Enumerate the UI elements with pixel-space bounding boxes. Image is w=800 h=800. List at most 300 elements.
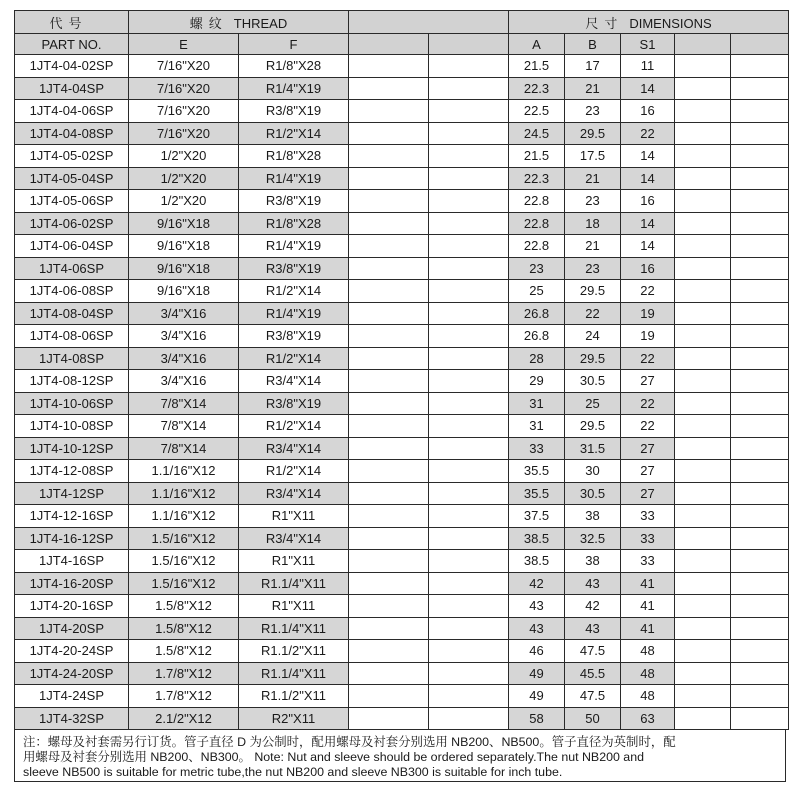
col-f-header: F [239,34,349,55]
dim-s1-cell: 33 [621,505,675,528]
blank-cell [349,392,429,415]
blank-cell [675,347,731,370]
blank-cell [429,572,509,595]
dim-s1-cell: 14 [621,167,675,190]
dim-a-cell: 21.5 [509,145,565,168]
blank-cell [675,527,731,550]
thread-f-cell: R1.1/4"X11 [239,617,349,640]
blank-cell [349,55,429,78]
dim-a-cell: 43 [509,595,565,618]
dimensions-header [509,11,789,34]
part-no-cell: 1JT4-04SP [15,77,129,100]
blank-cell [349,167,429,190]
table-row [15,550,789,573]
table-row [15,617,789,640]
blank-cell [731,505,789,528]
blank-cell [429,392,509,415]
blank-cell [675,707,731,730]
blank-cell [731,145,789,168]
blank-cell [675,415,731,438]
blank-cell [349,77,429,100]
blank-cell [731,347,789,370]
thread-f-cell: R1/4"X19 [239,235,349,258]
thread-f-cell: R2"X11 [239,707,349,730]
blank-cell [731,122,789,145]
dim-a-cell: 22.8 [509,235,565,258]
blank-cell [675,595,731,618]
blank-cell [429,100,509,123]
blank-cell [675,235,731,258]
dim-s1-cell: 22 [621,415,675,438]
part-no-cell: 1JT4-10-12SP [15,437,129,460]
table-row [15,415,789,438]
part-no-cell: 1JT4-05-04SP [15,167,129,190]
thread-e-cell: 1/2"X20 [129,167,239,190]
dim-b-cell: 43 [565,617,621,640]
dim-b-cell: 32.5 [565,527,621,550]
blank-cell [429,415,509,438]
table-row [15,212,789,235]
dim-a-cell: 38.5 [509,527,565,550]
thread-e-cell: 1.5/16"X12 [129,572,239,595]
blank-cell [731,302,789,325]
thread-e-cell: 7/16"X20 [129,122,239,145]
dim-b-cell: 43 [565,572,621,595]
thread-f-cell: R3/8"X19 [239,257,349,280]
blank-cell [429,347,509,370]
blank-cell [731,595,789,618]
col-a-header: A [509,34,565,55]
blank-cell [349,707,429,730]
thread-f-cell: R1/2"X14 [239,280,349,303]
part-no-cell: 1JT4-20-24SP [15,640,129,663]
part-no-cell: 1JT4-10-06SP [15,392,129,415]
blank-cell [349,505,429,528]
blank-cell [675,482,731,505]
blank-cell [675,662,731,685]
blank-cell [429,640,509,663]
table-row [15,347,789,370]
blank-cell [349,617,429,640]
part-no-cell: 1JT4-20SP [15,617,129,640]
part-no-cell: 1JT4-16-12SP [15,527,129,550]
dim-b-cell: 38 [565,505,621,528]
blank-cell [731,482,789,505]
thread-f-cell: R1/8"X28 [239,145,349,168]
col-s1-header: S1 [621,34,675,55]
dim-a-cell: 22.8 [509,212,565,235]
thread-f-cell: R1/4"X19 [239,167,349,190]
part-no-cell: 1JT4-12-16SP [15,505,129,528]
blank-cell [349,100,429,123]
table-row [15,122,789,145]
thread-f-cell: R3/4"X14 [239,482,349,505]
blank-cell [429,595,509,618]
table-row [15,145,789,168]
part-no-cell: 1JT4-16-20SP [15,572,129,595]
blank-cell [429,505,509,528]
thread-e-cell: 1.1/16"X12 [129,505,239,528]
dim-b-cell: 21 [565,235,621,258]
blank-cell [349,572,429,595]
blank-cell [429,325,509,348]
dim-b-cell: 29.5 [565,415,621,438]
blank-cell [429,77,509,100]
thread-e-cell: 1.5/8"X12 [129,595,239,618]
dim-a-cell: 21.5 [509,55,565,78]
part-no-cell: 1JT4-08SP [15,347,129,370]
blank-cell [675,437,731,460]
thread-f-cell: R1/4"X19 [239,77,349,100]
blank-cell [675,212,731,235]
dim-s1-cell: 33 [621,550,675,573]
thread-e-cell: 9/16"X18 [129,212,239,235]
blank-cell [429,302,509,325]
blank-cell [731,167,789,190]
blank-header-3 [675,34,731,55]
dim-a-cell: 22.8 [509,190,565,213]
thread-e-cell: 7/16"X20 [129,100,239,123]
blank-cell [429,167,509,190]
dim-s1-cell: 14 [621,77,675,100]
dim-b-cell: 29.5 [565,347,621,370]
blank-cell [675,460,731,483]
dim-b-cell: 47.5 [565,685,621,708]
blank-cell [349,235,429,258]
table-row [15,77,789,100]
col-b-header: B [565,34,621,55]
blank-cell [349,415,429,438]
dim-s1-cell: 19 [621,302,675,325]
dim-b-cell: 47.5 [565,640,621,663]
part-no-cell: 1JT4-06-04SP [15,235,129,258]
blank-cell [731,550,789,573]
thread-e-cell: 1.5/16"X12 [129,527,239,550]
spec-sheet [14,10,788,782]
table-row [15,640,789,663]
dim-s1-cell: 63 [621,707,675,730]
blank-cell [675,100,731,123]
blank-cell [731,685,789,708]
blank-cell [731,415,789,438]
dim-a-cell: 22.3 [509,167,565,190]
blank-cell [675,572,731,595]
blank-cell [429,257,509,280]
table-row [15,302,789,325]
part-no-cell: 1JT4-06-02SP [15,212,129,235]
dim-a-cell: 22.5 [509,100,565,123]
thread-e-cell: 9/16"X18 [129,235,239,258]
thread-e-cell: 1.5/8"X12 [129,617,239,640]
blank-cell [731,325,789,348]
thread-e-cell: 3/4"X16 [129,347,239,370]
blank-cell [675,392,731,415]
dim-a-cell: 29 [509,370,565,393]
blank-cell [349,437,429,460]
table-row [15,662,789,685]
table-row [15,437,789,460]
blank-cell [349,347,429,370]
part-no-cell: 1JT4-08-04SP [15,302,129,325]
dim-b-cell: 21 [565,167,621,190]
thread-f-cell: R3/8"X19 [239,190,349,213]
blank-cell [731,100,789,123]
thread-f-cell: R1.1/2"X11 [239,685,349,708]
part-no-cell: 1JT4-10-08SP [15,415,129,438]
dim-a-cell: 31 [509,392,565,415]
part-no-cell: 1JT4-04-08SP [15,122,129,145]
thread-f-cell: R3/8"X19 [239,100,349,123]
part-no-cell: 1JT4-24-20SP [15,662,129,685]
dim-s1-cell: 14 [621,212,675,235]
blank-cell [349,122,429,145]
dim-s1-cell: 41 [621,595,675,618]
dim-b-cell: 45.5 [565,662,621,685]
blank-cell [675,280,731,303]
thread-f-cell: R1"X11 [239,595,349,618]
table-row [15,707,789,730]
table-row [15,257,789,280]
blank-cell [429,662,509,685]
table-row [15,572,789,595]
thread-f-cell: R1/8"X28 [239,55,349,78]
dims-cn-label: 尺寸 [585,15,624,31]
blank-cell [731,55,789,78]
dim-s1-cell: 48 [621,685,675,708]
part-no-cell: 1JT4-16SP [15,550,129,573]
thread-e-cell: 9/16"X18 [129,280,239,303]
dim-a-cell: 28 [509,347,565,370]
blank-cell [349,190,429,213]
thread-f-cell: R3/8"X19 [239,392,349,415]
blank-cell [731,617,789,640]
thread-f-cell: R1"X11 [239,505,349,528]
blank-cell [429,370,509,393]
blank-cell [429,482,509,505]
code-cn-label: 代号 [49,15,88,31]
thread-e-cell: 1.7/8"X12 [129,685,239,708]
thread-e-cell: 7/16"X20 [129,77,239,100]
thread-en-label: THREAD [233,15,288,31]
thread-f-cell: R3/8"X19 [239,325,349,348]
dim-a-cell: 25 [509,280,565,303]
blank-cell [731,190,789,213]
dim-b-cell: 17 [565,55,621,78]
dim-a-cell: 49 [509,685,565,708]
thread-f-cell: R1/4"X19 [239,302,349,325]
part-no-cell: 1JT4-24SP [15,685,129,708]
part-no-cell: 1JT4-04-06SP [15,100,129,123]
dim-s1-cell: 22 [621,392,675,415]
blank-cell [429,122,509,145]
dim-s1-cell: 22 [621,280,675,303]
blank-cell [675,505,731,528]
footnote-line-3: sleeve NB500 is suitable for metric tube,the nut NB200 and sleeve NB300 is suitable for inch tube. [23,765,563,779]
dim-b-cell: 31.5 [565,437,621,460]
part-no-header: PART NO. [15,34,129,55]
thread-f-cell: R3/4"X14 [239,527,349,550]
thread-e-cell: 1/2"X20 [129,145,239,168]
dim-a-cell: 23 [509,257,565,280]
blank-cell [675,370,731,393]
blank-cell [429,212,509,235]
dim-b-cell: 29.5 [565,122,621,145]
thread-e-cell: 1.1/16"X12 [129,482,239,505]
dim-s1-cell: 16 [621,190,675,213]
dim-a-cell: 38.5 [509,550,565,573]
footnote [14,730,786,782]
blank-cell [675,617,731,640]
dim-a-cell: 37.5 [509,505,565,528]
thread-e-cell: 7/8"X14 [129,415,239,438]
thread-f-cell: R1/2"X14 [239,347,349,370]
dim-b-cell: 18 [565,212,621,235]
blank-cell [429,707,509,730]
dim-b-cell: 30.5 [565,370,621,393]
blank-cell [675,145,731,168]
thread-e-cell: 1.5/8"X12 [129,640,239,663]
blank-cell [349,550,429,573]
col-e-header: E [129,34,239,55]
table-row [15,190,789,213]
thread-e-cell: 3/4"X16 [129,370,239,393]
table-row [15,460,789,483]
blank-cell [731,235,789,258]
table-row [15,595,789,618]
dim-a-cell: 31 [509,415,565,438]
footnote-line-2: 用螺母及衬套分别选用 NB200、NB300。 Note: Nut and sleeve should be ordered separately.The nut NB200 and [23,750,644,764]
dim-a-cell: 58 [509,707,565,730]
table-row [15,685,789,708]
table-row [15,505,789,528]
dim-b-cell: 50 [565,707,621,730]
thread-e-cell: 7/16"X20 [129,55,239,78]
table-row [15,482,789,505]
blank-cell [349,325,429,348]
blank-cell [429,550,509,573]
dim-b-cell: 30.5 [565,482,621,505]
blank-cell [349,257,429,280]
blank-cell [731,370,789,393]
table-row [15,235,789,258]
part-no-cell: 1JT4-12-08SP [15,460,129,483]
dim-b-cell: 38 [565,550,621,573]
dim-a-cell: 33 [509,437,565,460]
thread-f-cell: R1"X11 [239,550,349,573]
dim-s1-cell: 27 [621,482,675,505]
blank-cell [675,55,731,78]
thread-f-cell: R1/2"X14 [239,122,349,145]
blank-cell [429,235,509,258]
part-no-cell: 1JT4-32SP [15,707,129,730]
blank-cell [349,280,429,303]
blank-cell [429,460,509,483]
dim-s1-cell: 19 [621,325,675,348]
blank-cell [675,325,731,348]
blank-cell [349,640,429,663]
part-no-cell: 1JT4-05-06SP [15,190,129,213]
blank-cell [429,437,509,460]
thread-f-cell: R1.1/4"X11 [239,572,349,595]
dim-a-cell: 43 [509,617,565,640]
dim-s1-cell: 27 [621,437,675,460]
dim-b-cell: 24 [565,325,621,348]
thread-f-cell: R1.1/2"X11 [239,640,349,663]
thread-f-cell: R3/4"X14 [239,437,349,460]
blank-cell [349,482,429,505]
dim-a-cell: 35.5 [509,460,565,483]
part-no-cell: 1JT4-04-02SP [15,55,129,78]
dim-b-cell: 21 [565,77,621,100]
footnote-line-1: 注：螺母及衬套需另行订货。管子直径 D 为公制时，配用螺母及衬套分别选用 NB200、NB500。管子直径为英制时，配 [23,735,676,749]
thread-f-cell: R3/4"X14 [239,370,349,393]
blank-cell [429,190,509,213]
dim-a-cell: 35.5 [509,482,565,505]
part-no-cell: 1JT4-05-02SP [15,145,129,168]
blank-cell [675,122,731,145]
blank-cell [731,572,789,595]
blank-cell [731,280,789,303]
dim-s1-cell: 16 [621,257,675,280]
blank-cell [429,55,509,78]
blank-cell [429,280,509,303]
dim-s1-cell: 14 [621,145,675,168]
table-body [15,55,789,730]
blank-cell [349,460,429,483]
dim-a-cell: 46 [509,640,565,663]
dim-b-cell: 23 [565,190,621,213]
blank-cell [731,392,789,415]
dim-b-cell: 30 [565,460,621,483]
thread-f-cell: R1.1/4"X11 [239,662,349,685]
dim-b-cell: 42 [565,595,621,618]
thread-e-cell: 1.5/16"X12 [129,550,239,573]
thread-e-cell: 2.1/2"X12 [129,707,239,730]
thread-dimension-table [14,10,789,730]
dim-a-cell: 49 [509,662,565,685]
blank-cell [731,707,789,730]
blank-cell [349,145,429,168]
blank-cell [349,527,429,550]
dim-b-cell: 23 [565,100,621,123]
dim-a-cell: 22.3 [509,77,565,100]
blank-cell [429,145,509,168]
dim-s1-cell: 48 [621,640,675,663]
table-row [15,167,789,190]
blank-header-2 [429,34,509,55]
thread-e-cell: 3/4"X16 [129,302,239,325]
dim-s1-cell: 41 [621,617,675,640]
table-row [15,527,789,550]
dim-b-cell: 29.5 [565,280,621,303]
blank-header-1 [349,34,429,55]
dim-s1-cell: 41 [621,572,675,595]
header-row-sub [15,34,789,55]
thread-e-cell: 7/8"X14 [129,437,239,460]
blank-cell [731,640,789,663]
part-no-cell: 1JT4-12SP [15,482,129,505]
thread-e-cell: 3/4"X16 [129,325,239,348]
dim-b-cell: 17.5 [565,145,621,168]
dim-s1-cell: 14 [621,235,675,258]
blank-cell [349,302,429,325]
blank-header-4 [731,34,789,55]
code-header [15,11,129,34]
thread-f-cell: R1/2"X14 [239,460,349,483]
thread-e-cell: 1.7/8"X12 [129,662,239,685]
table-header [15,11,789,55]
blank-cell [731,527,789,550]
